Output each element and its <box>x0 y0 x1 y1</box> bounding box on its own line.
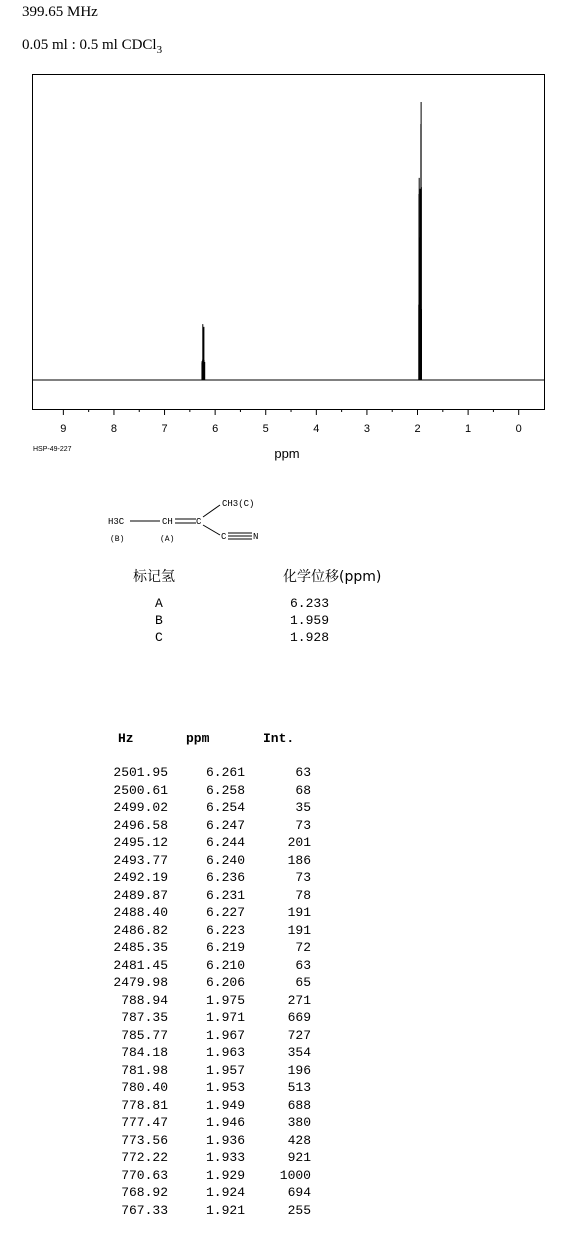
table-row <box>0 1133 570 1150</box>
table-row <box>0 888 570 905</box>
cell-hz: 2495.12 <box>113 835 168 850</box>
peak-table-header <box>0 731 570 748</box>
table-row <box>0 1168 570 1185</box>
cell-hz: 2500.61 <box>113 782 168 798</box>
cell-int: 73 <box>295 870 311 885</box>
cell-hz: 2486.82 <box>113 922 168 938</box>
cell-ppm: 6.244 <box>205 835 245 850</box>
cell-int: 727 <box>287 1027 311 1043</box>
x-axis-ticks <box>60 409 521 435</box>
x-tick-label: 1 <box>465 423 472 435</box>
cell-hz: 2485.35 <box>113 940 168 955</box>
cell-ppm: 1.946 <box>205 1115 245 1130</box>
table-row <box>0 1028 570 1045</box>
table-row <box>0 958 570 975</box>
table-row <box>0 1063 570 1080</box>
table-row <box>0 853 570 870</box>
cell-ppm: 1.936 <box>205 1132 245 1148</box>
cell-int: 694 <box>287 1185 311 1200</box>
cell-hz: 2499.02 <box>113 800 168 815</box>
table-row <box>0 1080 570 1097</box>
x-tick-label: 3 <box>363 423 370 435</box>
cell-hz: 788.94 <box>121 992 168 1008</box>
cell-ppm: 1.971 <box>205 1010 245 1025</box>
cell-ppm: 1.957 <box>205 1062 245 1078</box>
cell-int: 201 <box>287 835 311 850</box>
cell-hz: 2496.58 <box>113 817 168 833</box>
x-axis-label: ppm <box>274 446 300 461</box>
cell-ppm: 6.206 <box>205 975 245 990</box>
table-row <box>0 923 570 940</box>
table-row <box>0 905 570 922</box>
cell-int: 428 <box>287 1132 311 1148</box>
cell-ppm: 1.921 <box>205 1202 245 1218</box>
cell-hz: 785.77 <box>121 1027 168 1043</box>
cell-int: 271 <box>287 992 311 1008</box>
cell-hz: 780.40 <box>121 1080 168 1095</box>
cell-int: 354 <box>287 1045 311 1060</box>
cell-ppm: 1.963 <box>205 1045 245 1060</box>
assignment-shift: 6.233 <box>290 596 330 611</box>
table-row <box>0 1115 570 1132</box>
cell-int: 63 <box>295 957 311 973</box>
struct-c: C <box>196 517 202 527</box>
sample-subscript: 3 <box>156 44 163 56</box>
struct-ch: CH <box>162 517 173 527</box>
cell-hz: 2481.45 <box>113 957 168 973</box>
header-int: Int. <box>263 731 295 746</box>
cell-hz: 777.47 <box>121 1115 168 1130</box>
cell-hz: 2493.77 <box>113 852 168 868</box>
cell-int: 68 <box>295 782 311 798</box>
cell-hz: 767.33 <box>121 1202 168 1218</box>
x-tick-label: 5 <box>262 423 269 435</box>
table-row <box>0 993 570 1010</box>
cell-hz: 784.18 <box>121 1045 168 1060</box>
cell-ppm: 6.231 <box>205 887 245 903</box>
table-row <box>0 1150 570 1167</box>
cell-ppm: 6.227 <box>205 905 245 920</box>
table-row <box>0 818 570 835</box>
table-row <box>0 800 570 817</box>
x-tick-label: 2 <box>414 423 421 435</box>
cell-int: 78 <box>295 887 311 903</box>
frequency-label: 399.65 MHz <box>22 4 98 20</box>
cell-ppm: 6.240 <box>205 852 245 868</box>
cell-int: 380 <box>287 1115 311 1130</box>
table-row <box>0 1045 570 1062</box>
struct-ch3: CH3(C) <box>222 499 255 509</box>
cell-int: 196 <box>287 1062 311 1078</box>
cell-ppm: 6.261 <box>205 765 245 780</box>
table-row <box>0 975 570 992</box>
cell-ppm: 6.247 <box>205 817 245 833</box>
cell-int: 73 <box>295 817 311 833</box>
table-row <box>0 783 570 800</box>
cell-int: 191 <box>287 905 311 920</box>
header-hz: Hz <box>118 731 134 746</box>
cell-int: 255 <box>287 1202 311 1218</box>
x-tick-label: 7 <box>161 423 168 435</box>
cell-int: 191 <box>287 922 311 938</box>
cell-int: 688 <box>287 1097 311 1113</box>
molecule-structure <box>100 495 300 555</box>
header-ppm: ppm <box>186 731 210 746</box>
cell-ppm: 1.967 <box>205 1027 245 1043</box>
cell-ppm: 1.929 <box>205 1167 245 1183</box>
cell-hz: 2501.95 <box>113 765 168 780</box>
assignment-shift: 1.928 <box>290 630 330 645</box>
cell-int: 669 <box>287 1010 311 1025</box>
cell-int: 1000 <box>279 1167 311 1183</box>
x-tick-label: 6 <box>212 423 219 435</box>
cell-ppm: 6.236 <box>205 870 245 885</box>
struct-label-a: (A) <box>160 535 175 544</box>
cell-ppm: 6.258 <box>205 782 245 798</box>
bond-up <box>203 505 220 517</box>
cell-hz: 772.22 <box>121 1150 168 1165</box>
cell-ppm: 1.949 <box>205 1097 245 1113</box>
table-row <box>0 1203 570 1220</box>
cell-hz: 2488.40 <box>113 905 168 920</box>
x-tick-label: 9 <box>60 423 67 435</box>
struct-h3c: H3C <box>108 517 125 527</box>
nmr-spectrum-chart <box>0 0 570 470</box>
cell-hz: 773.56 <box>121 1132 168 1148</box>
bond-down <box>203 525 220 535</box>
struct-n: N <box>253 532 259 542</box>
table-row <box>0 940 570 957</box>
assignment-shift: 1.959 <box>290 613 330 628</box>
cell-hz: 2492.19 <box>113 870 168 885</box>
assignment-label: C <box>155 630 163 645</box>
peaks-layer <box>202 102 422 380</box>
cell-int: 63 <box>295 765 311 780</box>
cell-ppm: 1.933 <box>205 1150 245 1165</box>
cell-int: 35 <box>295 800 311 815</box>
table-row <box>0 835 570 852</box>
struct-label-b: (B) <box>110 535 125 544</box>
x-tick-label: 0 <box>515 423 522 435</box>
cell-int: 65 <box>295 975 311 990</box>
spectrum-id: HSP-49-227 <box>33 446 72 453</box>
cell-hz: 768.92 <box>121 1185 168 1200</box>
table-row <box>0 1185 570 1202</box>
cell-ppm: 1.975 <box>205 992 245 1008</box>
cell-int: 186 <box>287 852 311 868</box>
cell-ppm: 1.953 <box>205 1080 245 1095</box>
table-row <box>0 1098 570 1115</box>
cell-hz: 770.63 <box>121 1167 168 1183</box>
table-row <box>0 870 570 887</box>
cell-int: 921 <box>287 1150 311 1165</box>
cell-ppm: 6.223 <box>205 922 245 938</box>
cell-ppm: 6.219 <box>205 940 245 955</box>
cell-ppm: 6.210 <box>205 957 245 973</box>
struct-cn-c: C <box>221 532 227 542</box>
cell-ppm: 6.254 <box>205 800 245 815</box>
plot-frame <box>33 75 545 410</box>
x-tick-label: 4 <box>313 423 320 435</box>
cell-hz: 787.35 <box>121 1010 168 1025</box>
table-row <box>0 765 570 782</box>
x-tick-label: 8 <box>110 423 118 435</box>
cell-hz: 781.98 <box>121 1062 168 1078</box>
sample-text: 0.05 ml : 0.5 ml CDCl <box>22 37 157 53</box>
table-row <box>0 1010 570 1027</box>
assignment-label: B <box>155 613 163 628</box>
cell-int: 72 <box>295 940 311 955</box>
cell-int: 513 <box>287 1080 311 1095</box>
cell-ppm: 1.924 <box>205 1185 245 1200</box>
assignment-label: A <box>155 596 163 611</box>
assign-header-label: 标记氢 <box>133 569 175 585</box>
cell-hz: 778.81 <box>121 1097 168 1113</box>
cell-hz: 2479.98 <box>113 975 168 990</box>
assign-header-shift: 化学位移(ppm) <box>283 569 382 585</box>
cell-hz: 2489.87 <box>113 887 168 903</box>
